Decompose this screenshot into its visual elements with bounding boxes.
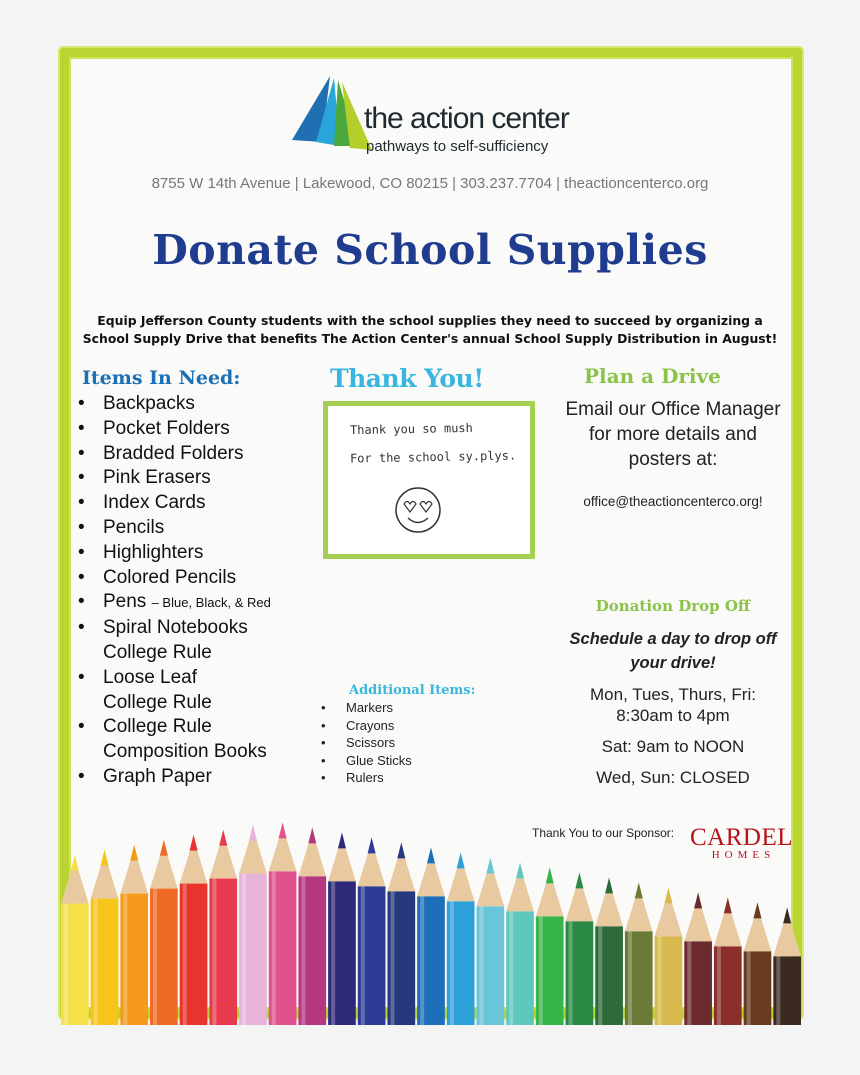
pencil-icon xyxy=(536,867,564,1025)
list-item: • Index Cards xyxy=(78,491,318,516)
pencil-icon xyxy=(239,825,267,1025)
pencil-icon xyxy=(298,827,326,1025)
pencil-icon xyxy=(150,840,178,1025)
note-line-1: Thank you so mush xyxy=(349,420,473,438)
pencil-icon xyxy=(61,855,89,1025)
hours-saturday: Sat: 9am to NOON xyxy=(601,737,745,756)
logo-title: the action center xyxy=(364,102,569,135)
plan-drive-heading: Plan a Drive xyxy=(584,364,721,388)
sponsor-label: Thank You to our Sponsor: xyxy=(532,826,675,840)
pencil-icon xyxy=(744,902,772,1025)
logo-wordmark xyxy=(364,104,569,155)
list-item: • Rulers xyxy=(321,769,412,787)
pencil-icon xyxy=(91,850,119,1025)
list-item: • Highlighters xyxy=(78,541,318,566)
list-item: • Pocket Folders xyxy=(78,417,318,442)
hours-weekday: Mon, Tues, Thurs, Fri: 8:30am to 4pm xyxy=(590,685,756,725)
list-item: • College Rule Composition Books xyxy=(78,715,318,765)
thank-you-note-card xyxy=(323,401,535,559)
list-item: • Markers xyxy=(321,699,412,717)
pencil-icon xyxy=(358,837,386,1025)
pencil-icon xyxy=(477,857,505,1025)
pencil-icon xyxy=(387,842,415,1025)
sponsor-name: CARDEL xyxy=(690,824,793,851)
items-in-need-heading: Items In Need: xyxy=(82,367,241,389)
additional-items-heading: Additional Items: xyxy=(349,683,476,698)
pencil-icon xyxy=(506,862,534,1025)
intro-paragraph: Equip Jefferson County students with the school supplies they need to succeed by organizing a School Supply Drive that benefits The Action Center's annual School Supply Distribution in August! xyxy=(82,313,778,346)
contact-address: 8755 W 14th Avenue | Lakewood, CO 80215 | 303.237.7704 | theactioncenterco.org xyxy=(151,175,709,192)
list-item: • Crayons xyxy=(321,717,412,735)
drop-off-heading: Donation Drop Off xyxy=(595,597,751,615)
list-item: • Spiral Notebooks College Rule xyxy=(78,616,318,666)
colored-pencils-illustration xyxy=(60,805,802,1025)
pencil-icon xyxy=(714,897,742,1025)
pencil-icon xyxy=(684,892,712,1025)
list-item: • Loose Leaf College Rule xyxy=(78,666,318,716)
items-in-need-list xyxy=(78,392,318,790)
list-item: • Glue Sticks xyxy=(321,752,412,770)
pencil-icon xyxy=(209,830,237,1025)
list-item: • Graph Paper xyxy=(78,765,318,790)
smiley-face-icon xyxy=(392,484,444,536)
pencil-icon xyxy=(655,887,683,1025)
drop-off-schedule-note: Schedule a day to drop off your drive! xyxy=(569,630,777,672)
additional-items-list xyxy=(321,699,412,787)
list-item: • Colored Pencils xyxy=(78,566,318,591)
plan-drive-text: Email our Office Manager for more details and posters at: xyxy=(565,399,781,470)
pencil-icon xyxy=(595,877,623,1025)
pencil-icon xyxy=(625,882,653,1025)
pencil-icon xyxy=(180,835,208,1025)
pencil-icon xyxy=(269,822,297,1025)
pencil-icon xyxy=(417,847,445,1025)
pencil-icon xyxy=(773,907,801,1025)
sponsor-sub: HOMES xyxy=(711,849,776,861)
list-item: • Pens – Blue, Black, & Red xyxy=(78,590,318,616)
list-item: • Pencils xyxy=(78,516,318,541)
page-title: Donate School Supplies xyxy=(152,226,708,274)
office-email-link[interactable]: office@theactioncenterco.org! xyxy=(583,494,763,509)
pencil-icon xyxy=(328,832,356,1025)
logo-tagline: pathways to self-sufficiency xyxy=(366,138,549,155)
list-item: • Backpacks xyxy=(78,392,318,417)
hours-closed: Wed, Sun: CLOSED xyxy=(596,768,750,787)
pencil-icon xyxy=(566,872,594,1025)
thank-you-heading: Thank You! xyxy=(330,364,484,393)
pencil-icon xyxy=(447,852,475,1025)
pens-note: – Blue, Black, & Red xyxy=(151,595,271,611)
list-item: • Pink Erasers xyxy=(78,466,318,491)
list-item: • Scissors xyxy=(321,734,412,752)
pencil-icon xyxy=(120,845,148,1025)
list-item: • Bradded Folders xyxy=(78,442,318,467)
note-line-2: For the school sy.plys. xyxy=(349,448,517,466)
